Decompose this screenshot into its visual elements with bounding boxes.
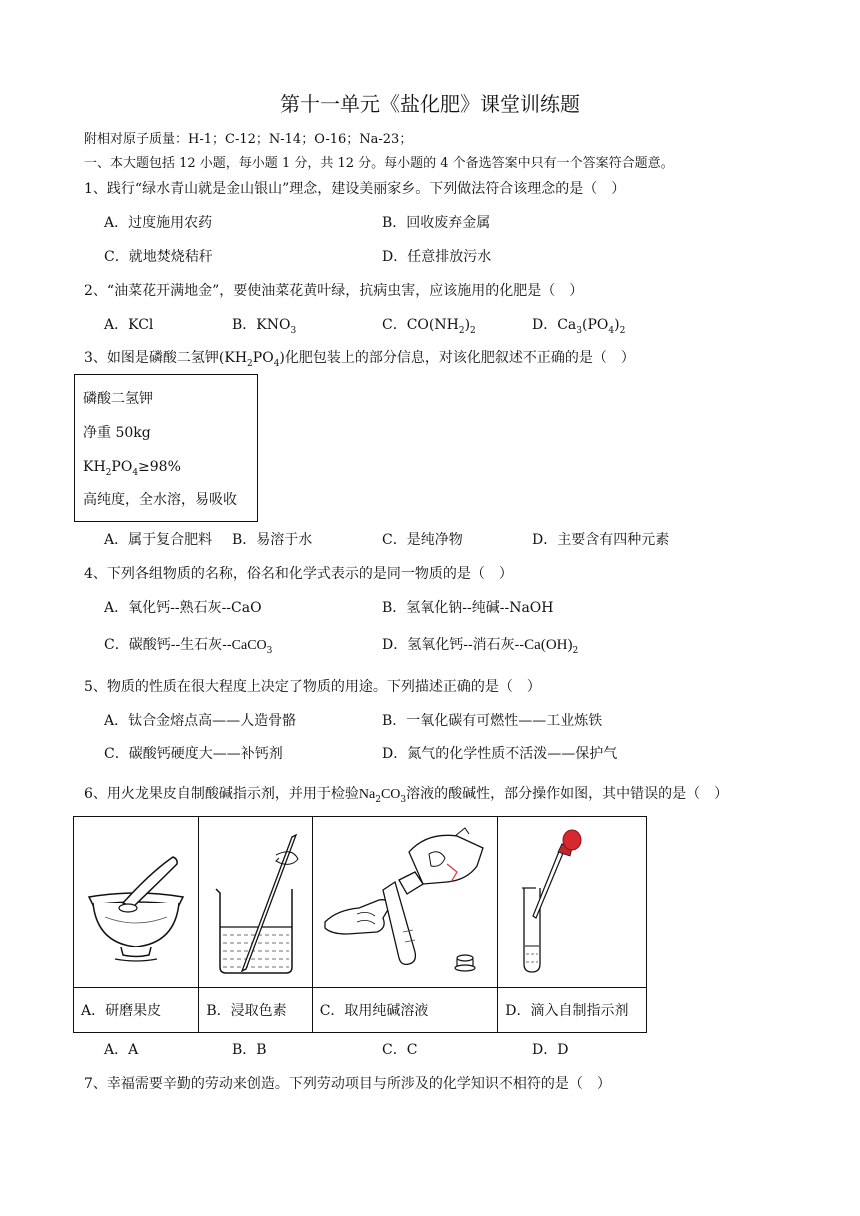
question-5-stem: 5、物质的性质在很大程度上决定了物质的用途。下列描述正确的是（ ）	[84, 679, 541, 695]
q5-option-c[interactable]: C．碳酸钙硬度大——补钙剂	[104, 746, 283, 762]
question-1-stem: 1、践行“绿水青山就是金山银山”理念，建设美丽家乡。下列做法符合该理念的是（ ）	[84, 181, 626, 197]
q3-option-d[interactable]: D．主要含有四种元素	[532, 532, 670, 548]
q4-option-b[interactable]: B．氢氧化钠--纯碱--NaOH	[382, 600, 554, 616]
q1-option-b[interactable]: B．回收废弃金属	[382, 215, 491, 231]
figure-d-cell	[498, 817, 647, 988]
q3-option-a[interactable]: A．属于复合肥料	[104, 532, 213, 548]
q1-option-c[interactable]: C．就地焚烧秸秆	[104, 249, 213, 265]
atomic-masses: 附相对原子质量：H-1；C-12；N-14；O-16；Na-23；	[84, 132, 413, 147]
q1-option-a[interactable]: A．过度施用农药	[104, 215, 213, 231]
q4-option-a[interactable]: A．氧化钙--熟石灰--CaO	[104, 600, 262, 616]
section-intro: 一、本大题包括 12 小题，每小题 1 分，共 12 分。每小题的 4 个备选答案中只有一个答案符合题意。	[84, 156, 674, 171]
figure-a-caption: A．研磨果皮	[74, 988, 199, 1033]
q2-option-d[interactable]: D．$Ca_3(PO_4)_2$	[532, 317, 626, 336]
figure-c-cell	[312, 817, 498, 988]
q1-option-d[interactable]: D．任意排放污水	[382, 249, 492, 265]
experiment-figure-table	[73, 816, 647, 1033]
figure-b-cell	[199, 817, 312, 988]
label-features: 高纯度，全水溶，易吸收	[83, 492, 237, 508]
page-title: 第十一单元《盐化肥》课堂训练题	[280, 92, 580, 116]
question-4-stem: 4、下列各组物质的名称，俗名和化学式表示的是同一物质的是（ ）	[84, 566, 513, 582]
pouring-solution-icon	[317, 822, 493, 982]
label-product-name: 磷酸二氢钾	[83, 391, 153, 407]
q6-option-d[interactable]: D．D	[532, 1042, 569, 1058]
q6-option-a[interactable]: A．A	[104, 1042, 139, 1058]
q5-option-a[interactable]: A．钛合金熔点高——人造骨骼	[104, 713, 297, 729]
dropper-test-tube-icon	[512, 822, 632, 982]
q2-option-a[interactable]: A．KCl	[104, 317, 154, 333]
q5-option-d[interactable]: D．氮气的化学性质不活泼——保护气	[382, 746, 618, 762]
beaker-stirring-rod-icon	[206, 827, 306, 977]
question-2-stem: 2、“油菜花开满地金”，要使油菜花黄叶绿，抗病虫害，应该施用的化肥是（ ）	[84, 283, 584, 299]
q4-option-c[interactable]: C．碳酸钙--生石灰--CaCO$_3$	[104, 637, 273, 656]
label-net-weight: 净重 50kg	[83, 425, 151, 441]
question-3-stem: 3、如图是磷酸二氢钾$(KH_2PO_4)$化肥包装上的部分信息，对该化肥叙述不正确的是（ ）	[84, 350, 635, 369]
figure-a-cell	[74, 817, 199, 988]
mortar-pestle-icon	[81, 837, 191, 967]
label-purity: $KH_2PO_4\ge 98\%$	[83, 459, 181, 478]
q3-option-c[interactable]: C．是纯净物	[382, 532, 463, 548]
q5-option-b[interactable]: B．一氧化碳有可燃性——工业炼铁	[382, 713, 603, 729]
figure-d-caption: D．滴入自制指示剂	[498, 988, 647, 1033]
q3-option-b[interactable]: B．易溶于水	[232, 532, 313, 548]
q2-option-c[interactable]: C．$CO(NH_2)_2$	[382, 317, 476, 336]
fertilizer-label-box	[74, 374, 258, 522]
q6-option-b[interactable]: B．B	[232, 1042, 267, 1058]
q2-option-b[interactable]: B．$KNO_3$	[232, 317, 297, 336]
figure-b-caption: B．浸取色素	[199, 988, 312, 1033]
q6-option-c[interactable]: C．C	[382, 1042, 418, 1058]
question-7-stem: 7、幸福需要辛勤的劳动来创造。下列劳动项目与所涉及的化学知识不相符的是（ ）	[84, 1076, 611, 1092]
figure-c-caption: C．取用纯碱溶液	[312, 988, 498, 1033]
q4-option-d[interactable]: D．氢氧化钙--消石灰$--Ca(OH)_2$	[382, 637, 579, 656]
question-6-stem: 6、用火龙果皮自制酸碱指示剂，并用于检验$Na_2CO_3$溶液的酸碱性，部分操作如图，其中错误的是（ ）	[84, 786, 729, 805]
